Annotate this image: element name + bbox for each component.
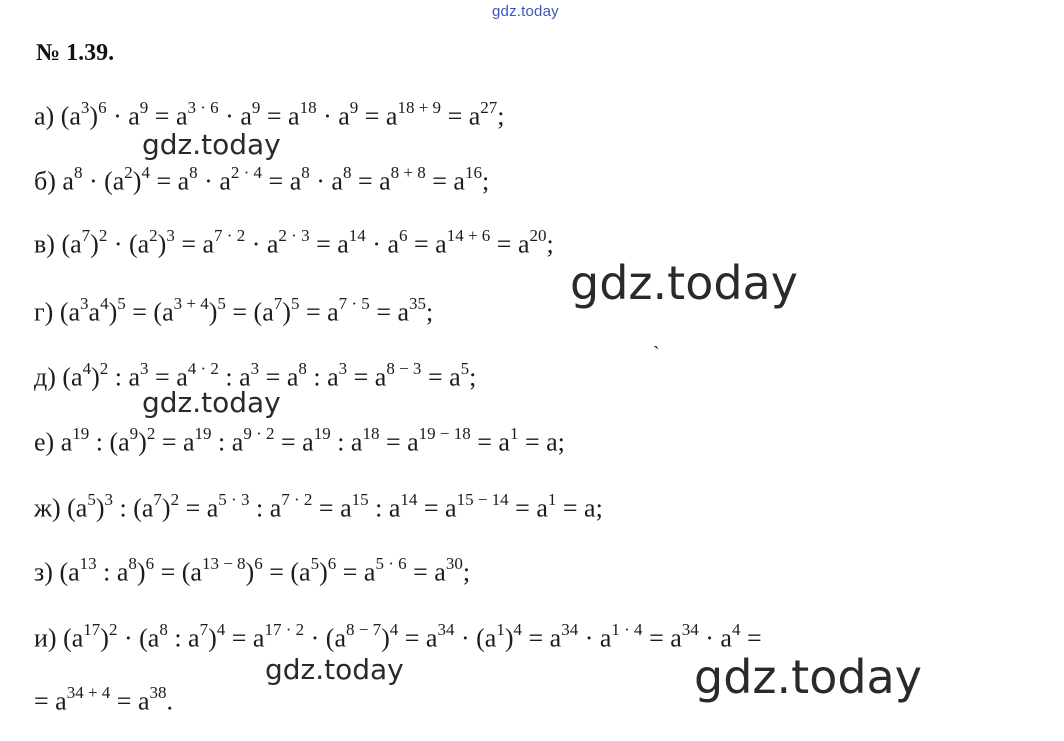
solution-line-i: и) $(a^{17})^2 \cdot (a^8$ : $a^7)^4 = a^{17 \cdot 2} \cdot (a^{8 - 7})^4 = a^{34} \cdot (a^1)^4 = a^{34} \cdot a^{1 \cdot 4} = a^{34} \cdot a^4$ = [34, 620, 762, 653]
watermark: gdz.today [694, 650, 922, 704]
solution-line-g: г) $(a^3a^4)^5 = (a^{3 + 4})^5 = (a^7)^5 = a^{7 \cdot 5} = a^{35}$; [34, 294, 434, 327]
watermark: gdz.today [142, 128, 281, 161]
stray-mark: ` [653, 343, 660, 365]
watermark: gdz.today [265, 653, 404, 686]
watermark-top: gdz.today [492, 3, 559, 20]
solution-line-i-continued: = $a^{34 + 4} = a^{38}$. [34, 683, 173, 716]
watermark: gdz.today [570, 256, 798, 310]
solution-line-v: в) $(a^7)^2 \cdot (a^2)^3 = a^{7 \cdot 2} \cdot a^{2 \cdot 3} = a^{14} \cdot a^6 = a^{14 + 6} = a^{20}$; [34, 226, 554, 259]
solution-line-b: б) $a^8 \cdot (a^2)^4 = a^8 \cdot a^{2 \cdot 4} = a^8 \cdot a^8 = a^{8 + 8} = a^{16}$; [34, 163, 490, 196]
problem-title: № 1.39. [36, 40, 115, 66]
solution-line-e: е) $a^{19}$ : $(a^9)^2 = a^{19}$ : $a^{9 \cdot 2} = a^{19}$ : $a^{18} = a^{19 - 18} = a^1 = a$; [34, 424, 565, 457]
solution-line-z: з) ($a^{13}$ : $a^8)^6 = (a^{13 - 8})^6 = (a^5)^6 = a^{5 \cdot 6} = a^{30}$; [34, 554, 471, 587]
solution-line-a: а) $(a^3)^6 \cdot a^9 = a^{3 \cdot 6} \cdot a^9 = a^{18} \cdot a^9 = a^{18 + 9} = a^{27}$; [34, 98, 505, 131]
solution-line-d: д) $(a^4)^2$ : $a^3 = a^{4 \cdot 2}$ : $a^3 = a^8$ : $a^3 = a^{8 - 3} = a^5$; [34, 359, 477, 392]
solution-line-zh: ж) $(a^5)^3$ : $(a^7)^2 = a^{5 \cdot 3}$ : $a^{7 \cdot 2} = a^{15}$ : $a^{14} = a^{15 - 14} = a^1 = a$; [34, 490, 603, 523]
watermark: gdz.today [142, 386, 281, 419]
